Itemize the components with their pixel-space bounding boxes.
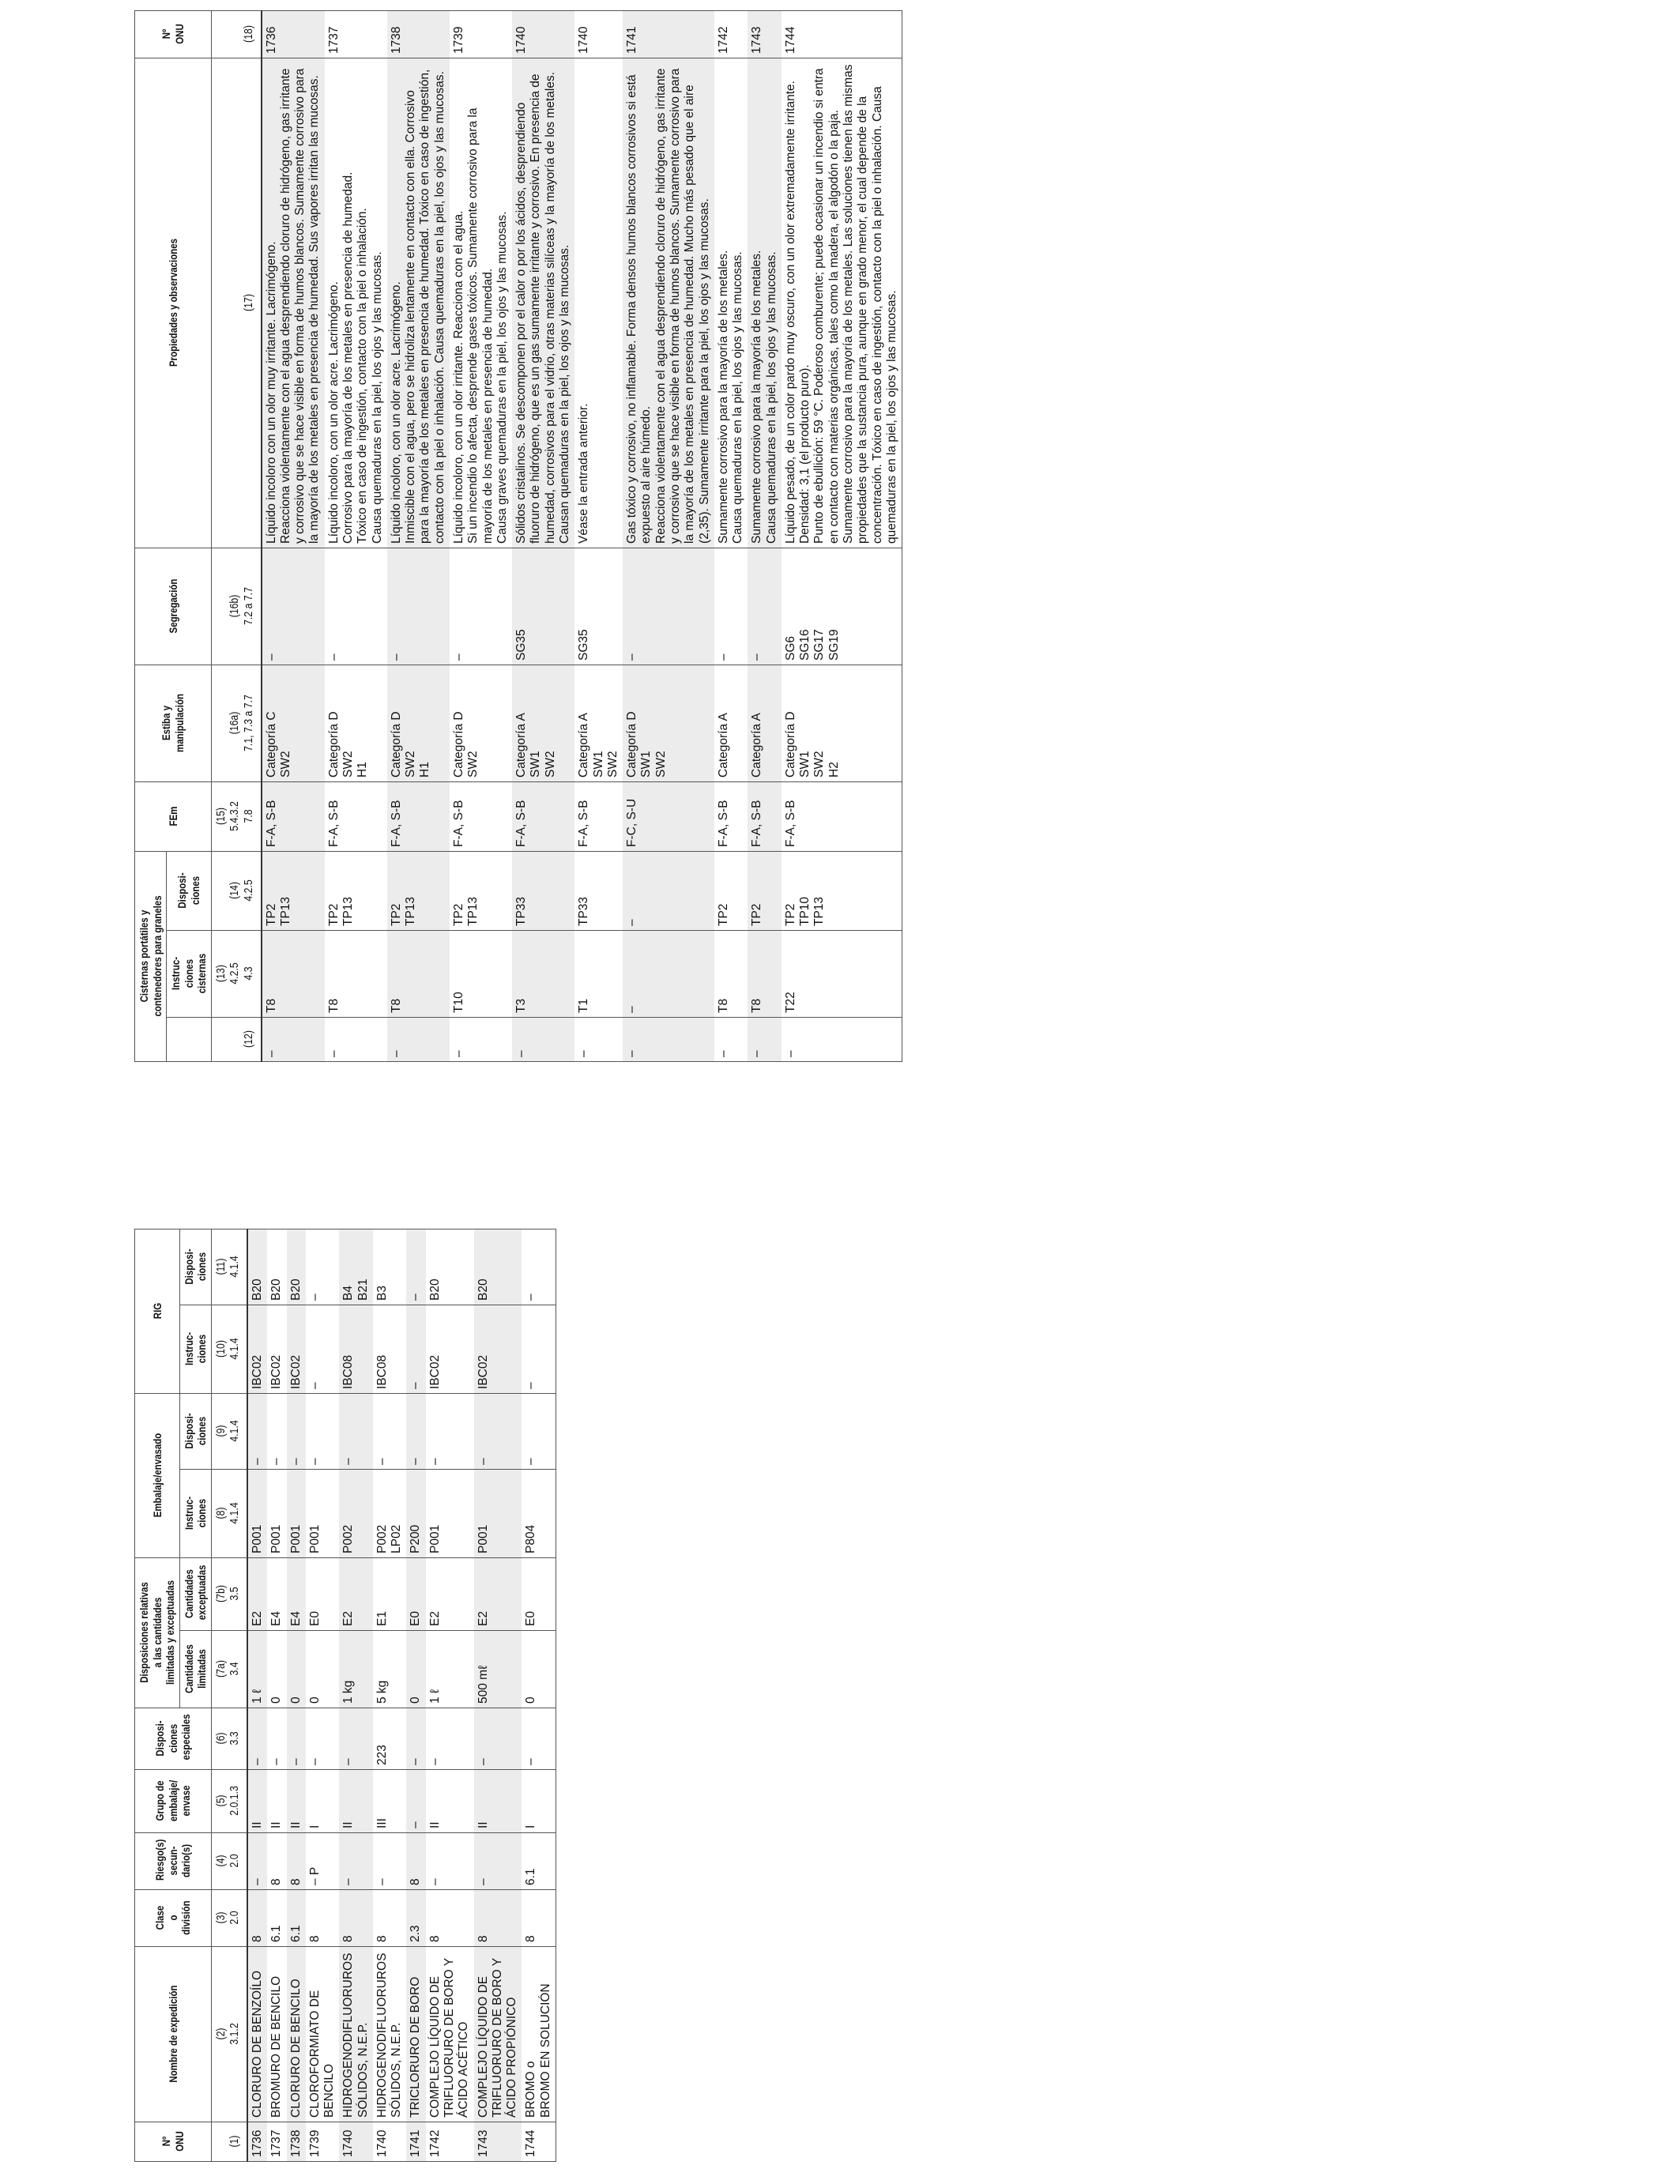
packing-provision: –	[306, 1393, 340, 1469]
packing-group: –	[406, 1770, 425, 1833]
excepted-quantity: E0	[306, 1557, 340, 1630]
class: 8	[339, 1890, 373, 1947]
header-properties: Propiedades y observaciones	[135, 102, 212, 503]
class: 8	[306, 1890, 340, 1947]
column-ref: (11) 4.1.4	[211, 1236, 247, 1298]
ibc-instruction: IBC02	[426, 1305, 474, 1393]
table-row	[262, 10, 325, 1061]
stowage: Categoría D SW2 H1	[387, 665, 450, 781]
column-ref: (17)	[211, 102, 262, 503]
tank-provision: TP2 TP13	[262, 851, 325, 930]
header-segregation: Segregación	[135, 559, 212, 654]
class: 6.1	[287, 1890, 306, 1947]
spacer-cell	[406, 1094, 425, 1229]
tank-instruction: T8	[325, 931, 387, 1018]
segregation: –	[450, 548, 512, 665]
ems: F-A, S-B	[450, 781, 512, 851]
un-number: 1741	[406, 2122, 425, 2162]
ems: F-A, S-B	[748, 781, 782, 851]
shipping-name: BROMO o BROMO EN SOLUCIÓN	[522, 1947, 556, 2122]
shipping-name: TRICLORURO DE BORO	[406, 1947, 425, 2122]
ems: F-A, S-B	[714, 781, 748, 851]
column-ref: (15) 5.4.3.2 7.8	[211, 788, 262, 845]
dangerous-goods-table-left	[134, 1095, 556, 2162]
ems: F-A, S-B	[512, 781, 574, 851]
class: 8	[474, 1890, 522, 1947]
header-limited: Cantidades limitadas	[179, 1637, 211, 1700]
header-pack-instr: Instruc- ciones	[179, 1478, 211, 1550]
limited-quantity: 1 kg	[339, 1631, 373, 1708]
packing-instruction: P804	[522, 1469, 556, 1557]
table-row	[247, 1094, 267, 2161]
header-ibc-instr: Instruc- ciones	[179, 1313, 211, 1386]
packing-provision: –	[522, 1393, 556, 1469]
table-row	[782, 10, 902, 1061]
table-row	[287, 1094, 306, 2161]
secondary-risk: –	[339, 1833, 373, 1890]
special-provisions: –	[306, 1708, 340, 1770]
limited-quantity: 1 ℓ	[426, 1631, 474, 1708]
secondary-risk: – P	[306, 1833, 340, 1890]
class: 8	[373, 1890, 407, 1947]
column-12: –	[325, 1018, 387, 1062]
tank-provision: TP2	[748, 851, 782, 930]
tank-provision: TP33	[574, 851, 623, 930]
shipping-name: CLORURO DE BENCILO	[287, 1947, 306, 2122]
column-12: –	[782, 1018, 902, 1062]
un-number: 1742	[714, 10, 748, 58]
spacer-cell	[267, 1094, 286, 1229]
un-number: 1740	[574, 10, 623, 58]
stowage: Categoría A SW1 SW2	[574, 665, 623, 781]
spacer-cell	[339, 1094, 373, 1229]
segregation: –	[262, 548, 325, 665]
column-12: –	[450, 1018, 512, 1062]
header-special: Disposi- ciones especiales	[135, 1714, 212, 1764]
ibc-instruction: –	[406, 1305, 425, 1393]
packing-provision: –	[373, 1393, 407, 1469]
tank-instruction: T8	[748, 931, 782, 1018]
special-provisions: –	[426, 1708, 474, 1770]
limited-quantity: 0	[306, 1631, 340, 1708]
tank-instruction: T8	[387, 931, 450, 1018]
ibc-provision: B3	[373, 1229, 407, 1305]
class: 8	[426, 1890, 474, 1947]
column-ref: (2) 3.1.2	[211, 1962, 247, 2106]
header-excepted: Cantidades exceptuadas	[179, 1565, 211, 1624]
shipping-name: HIDROGENODIFLUORUROS SÓLIDOS, N.E.P.	[339, 1947, 373, 2122]
shipping-name: COMPLEJO LÍQUIDO DE TRIFLUORURO DE BORO Y ÁCIDO PROPIÓNICO	[474, 1947, 522, 2122]
properties: Gas tóxico y corrosivo, no inflamable. Forma densos humos blancos corrosivos si está expuesto al aire húmedo. Reacciona violentamente con el agua desprendiendo cloruro de hidrógeno, gas irritante y corrosivo que se hace visible en forma de humos blancos. Sumamente corrosivo para la mayoría de los metales en presencia de humedad. Mucho más pesado que el aire (2,35). Sumamente irritante para la piel, los ojos y las mucosas.	[623, 58, 714, 548]
shipping-name: HIDROGENODIFLUORUROS SÓLIDOS, N.E.P.	[373, 1947, 407, 2122]
un-number: 1739	[306, 2122, 340, 2162]
table-row	[522, 1094, 556, 2161]
special-provisions: –	[522, 1708, 556, 1770]
un-number: 1740	[339, 2122, 373, 2162]
packing-group: II	[474, 1770, 522, 1833]
column-ref: (7a) 3.4	[211, 1637, 247, 1700]
special-provisions: 223	[373, 1708, 407, 1770]
secondary-risk: –	[247, 1833, 267, 1890]
un-number: 1740	[512, 10, 574, 58]
spacer-cell	[247, 1094, 267, 1229]
excepted-quantity: E0	[522, 1557, 556, 1630]
packing-provision: –	[339, 1393, 373, 1469]
tank-provision: TP2 TP13	[387, 851, 450, 930]
column-12: –	[623, 1018, 714, 1062]
column-ref: (5) 2.0.1.3	[211, 1775, 247, 1828]
column-ref: (9) 4.1.4	[211, 1400, 247, 1463]
secondary-risk: –	[474, 1833, 522, 1890]
column-12: –	[748, 1018, 782, 1062]
class: 6.1	[267, 1890, 286, 1947]
table-row	[339, 1094, 373, 2161]
excepted-quantity: E4	[267, 1557, 286, 1630]
un-number: 1743	[474, 2122, 522, 2162]
special-provisions: –	[406, 1708, 425, 1770]
spacer-cell	[522, 1094, 556, 1229]
shipping-name: BROMURO DE BENCILO	[267, 1947, 286, 2122]
excepted-quantity: E2	[474, 1557, 522, 1630]
excepted-quantity: E4	[287, 1557, 306, 1630]
ems: F-A, S-B	[782, 781, 902, 851]
table-row	[306, 1094, 340, 2161]
table-row	[512, 10, 574, 1061]
special-provisions: –	[287, 1708, 306, 1770]
segregation: –	[387, 548, 450, 665]
ibc-instruction: IBC02	[247, 1305, 267, 1393]
packing-group: I	[522, 1770, 556, 1833]
packing-instruction: P002	[339, 1469, 373, 1557]
limited-quantity: 0	[522, 1631, 556, 1708]
stowage: Categoría A SW1 SW2	[512, 665, 574, 781]
special-provisions: –	[339, 1708, 373, 1770]
properties: Líquido incoloro con un olor muy irritante. Lacrimógeno. Reacciona violentamente con el agua desprendiendo cloruro de hidrógeno, gas irritante y corrosivo que se hace visible en forma de humos blancos. Sumamente corrosivo para la mayoría de los metales en presencia de humedad. Sus vapores irritan las mucosas.	[262, 58, 325, 548]
packing-instruction: P001	[306, 1469, 340, 1557]
packing-group: II	[287, 1770, 306, 1833]
class: 8	[522, 1890, 556, 1947]
packing-group: I	[306, 1770, 340, 1833]
stowage: Categoría C SW2	[262, 665, 325, 781]
column-ref: (16b) 7.2 a 7.7	[211, 559, 262, 654]
special-provisions: –	[267, 1708, 286, 1770]
special-provisions: –	[474, 1708, 522, 1770]
column-12: –	[512, 1018, 574, 1062]
segregation: SG6 SG16 SG17 SG19	[782, 548, 902, 665]
spacer-cell	[287, 1094, 306, 1229]
table-row	[373, 1094, 407, 2161]
column-12: –	[387, 1018, 450, 1062]
packing-provision: –	[406, 1393, 425, 1469]
table-row	[474, 1094, 522, 2161]
table-left	[134, 1094, 556, 2162]
excepted-quantity: E0	[406, 1557, 425, 1630]
segregation: SG35	[512, 548, 574, 665]
column-ref: (1)	[211, 2126, 247, 2158]
properties: Líquido pesado, de un color pardo muy oscuro, con un olor extremadamente irritante. Densidad: 3,1 (el producto puro). Punto de ebullición: 59 °C. Poderoso comburente; puede ocasionar un incendio si entra en contacto con materias orgánicas, tales como la madera, el algodón o la paja. Sumamente corrosivo para la mayoría de los metales. Las soluciones tienen las mismas propiedades que la sustancia pura, aunque en grado menor, el cual depende de la concentración. Tóxico en caso de ingestión, contacto con la piel o inhalación. Causa quemaduras en la piel, los ojos y las mucosas.	[782, 58, 902, 548]
un-number: 1736	[262, 10, 325, 58]
ibc-provision: –	[522, 1229, 556, 1305]
tank-instruction: T8	[714, 931, 748, 1018]
limited-quantity: 1 ℓ	[247, 1631, 267, 1708]
header-risk: Riesgo(s) secun- dario(s)	[135, 1838, 212, 1885]
ibc-provision: –	[406, 1229, 425, 1305]
excepted-quantity: E2	[339, 1557, 373, 1630]
header-tanks-group: Cisternas portátiles y contenedores para graneles	[135, 870, 167, 1042]
limited-quantity: 500 mℓ	[474, 1631, 522, 1708]
column-ref: (13) 4.2.5 4.3	[211, 938, 262, 1009]
header-ibc-group: RIG	[135, 1244, 180, 1379]
spacer-cell	[373, 1094, 407, 1229]
header-un: Nº ONU	[135, 2126, 212, 2158]
column-12: –	[714, 1018, 748, 1062]
column-ref: (18)	[211, 15, 262, 54]
shipping-name: CLORURO DE BENZOÍLO	[247, 1947, 267, 2122]
stowage: Categoría D SW2 H1	[325, 665, 387, 781]
properties: Líquido incoloro, con un olor acre. Lacrimógeno. Corrosivo para la mayoría de los metales en presencia de humedad. Tóxico en caso de ingestión, contacto con la piel o inhalación. Causa quemaduras en la piel, los ojos y las mucosas.	[325, 58, 387, 548]
table-row	[267, 1094, 286, 2161]
packing-group: III	[373, 1770, 407, 1833]
header-group: Grupo de embalaje/ envase	[135, 1775, 212, 1828]
header-name: Nombre de expedición	[135, 1962, 212, 2106]
ibc-instruction: IBC02	[474, 1305, 522, 1393]
header-pack-prov: Disposi- ciones	[179, 1400, 211, 1463]
header-stowage: Estiba y manipulación	[135, 676, 212, 771]
segregation: SG35	[574, 548, 623, 665]
un-number: 1738	[387, 10, 450, 58]
tank-instruction: T1	[574, 931, 623, 1018]
spacer-cell	[426, 1094, 474, 1229]
packing-provision: –	[247, 1393, 267, 1469]
secondary-risk: 6.1	[522, 1833, 556, 1890]
table-row	[387, 10, 450, 1061]
un-number: 1739	[450, 10, 512, 58]
shipping-name: COMPLEJO LÍQUIDO DE TRIFLUORURO DE BORO Y ÁCIDO ACÉTICO	[426, 1947, 474, 2122]
table-row	[714, 10, 748, 1061]
packing-instruction: P002 LP02	[373, 1469, 407, 1557]
tank-provision: TP2 TP13	[325, 851, 387, 930]
un-number: 1740	[373, 2122, 407, 2162]
secondary-risk: –	[373, 1833, 407, 1890]
column-12: –	[262, 1018, 325, 1062]
packing-instruction: P001	[287, 1469, 306, 1557]
column-12: –	[574, 1018, 623, 1062]
properties: Sólidos cristalinos. Se descomponen por el calor o por los ácidos, desprendiendo fluoruro de hidrógeno, que es un gas sumamente irritante y corrosivo. En presencia de humedad, corrosivos para el vidrio, otras materias silíceas y la mayoría de los metales. Causan quemaduras en la piel, los ojos y las mucosas.	[512, 58, 574, 548]
table-row	[623, 10, 714, 1061]
ibc-instruction: IBC08	[339, 1305, 373, 1393]
stowage: Categoría A	[714, 665, 748, 781]
properties: Véase la entrada anterior.	[574, 58, 623, 548]
packing-group: II	[247, 1770, 267, 1833]
shipping-name: CLOROFORMIATO DE BENCILO	[306, 1947, 340, 2122]
column-ref: (7b) 3.5	[211, 1565, 247, 1624]
table-row	[574, 10, 623, 1061]
ibc-provision: B20	[267, 1229, 286, 1305]
ibc-provision: B20	[426, 1229, 474, 1305]
segregation: –	[748, 548, 782, 665]
properties: Sumamente corrosivo para la mayoría de los metales. Causa quemaduras en la piel, los ojos y las mucosas.	[748, 58, 782, 548]
secondary-risk: 8	[267, 1833, 286, 1890]
ibc-instruction: –	[522, 1305, 556, 1393]
header-pack-group: Embalaje/envasado	[135, 1408, 180, 1543]
un-number: 1737	[325, 10, 387, 58]
ibc-provision: B20	[474, 1229, 522, 1305]
packing-instruction: P001	[474, 1469, 522, 1557]
limited-quantity: 5 kg	[373, 1631, 407, 1708]
column-ref: (6) 3.3	[211, 1714, 247, 1764]
spacer-cell	[135, 1107, 247, 1217]
ibc-instruction: –	[306, 1305, 340, 1393]
un-number: 1742	[426, 2122, 474, 2162]
secondary-risk: 8	[287, 1833, 306, 1890]
column-ref: (12)	[211, 1022, 262, 1058]
excepted-quantity: E1	[373, 1557, 407, 1630]
spacer-cell	[474, 1094, 522, 1229]
tank-instruction: –	[623, 931, 714, 1018]
stowage: Categoría D SW1 SW2 H2	[782, 665, 902, 781]
packing-instruction: P001	[426, 1469, 474, 1557]
header-tank-prov: Disposi- ciones	[167, 858, 212, 923]
column-ref: (8) 4.1.4	[211, 1478, 247, 1550]
packing-group: II	[339, 1770, 373, 1833]
tank-provision: TP2 TP13	[450, 851, 512, 930]
packing-provision: –	[267, 1393, 286, 1469]
ems: F-A, S-B	[325, 781, 387, 851]
tank-instruction: T22	[782, 931, 902, 1018]
ibc-instruction: IBC08	[373, 1305, 407, 1393]
tank-instruction: T8	[262, 931, 325, 1018]
table-row	[406, 1094, 425, 2161]
packing-provision: –	[426, 1393, 474, 1469]
limited-quantity: 0	[287, 1631, 306, 1708]
header-ibc-prov: Disposi- ciones	[179, 1236, 211, 1298]
packing-group: II	[426, 1770, 474, 1833]
segregation: –	[623, 548, 714, 665]
column-ref: (16a) 7.1, 7.3 a 7.7	[211, 676, 262, 771]
stowage: Categoría D SW1 SW2	[623, 665, 714, 781]
ibc-provision: B4 B21	[339, 1229, 373, 1305]
special-provisions: –	[247, 1708, 267, 1770]
limited-quantity: 0	[267, 1631, 286, 1708]
header-class: Clase o división	[135, 1895, 212, 1941]
un-number: 1744	[522, 2122, 556, 2162]
header-ems: FEm	[135, 788, 212, 845]
un-number: 1738	[287, 2122, 306, 2162]
dangerous-goods-table-right	[134, 11, 902, 1062]
table-right	[134, 10, 902, 1062]
excepted-quantity: E2	[426, 1557, 474, 1630]
spacer-cell	[306, 1094, 340, 1229]
un-number: 1744	[782, 10, 902, 58]
un-number: 1737	[267, 2122, 286, 2162]
properties: Líquido incoloro, con un olor acre. Lacrimógeno. Inmiscible con el agua, pero se hidroliza lentamente en contacto con ella. Corrosivo para la mayoría de los metales en presencia de humedad. Tóxico en caso de ingestión, contacto con la piel o inhalación. Causa quemaduras en la piel, los ojos y las mucosas.	[387, 58, 450, 548]
column-ref: (4) 2.0	[211, 1838, 247, 1885]
ems: F-A, S-B	[387, 781, 450, 851]
tank-instruction: T3	[512, 931, 574, 1018]
excepted-quantity: E2	[247, 1557, 267, 1630]
segregation: –	[325, 548, 387, 665]
table-row	[426, 1094, 474, 2161]
packing-provision: –	[287, 1393, 306, 1469]
properties: Sumamente corrosivo para la mayoría de los metales. Causa quemaduras en la piel, los ojos y las mucosas.	[714, 58, 748, 548]
header-tank-instr: Instruc- ciones cisternas	[167, 938, 212, 1009]
un-number: 1736	[247, 2122, 267, 2162]
ibc-instruction: IBC02	[267, 1305, 286, 1393]
stowage: Categoría A	[748, 665, 782, 781]
table-row	[450, 10, 512, 1061]
table-row	[748, 10, 782, 1061]
table-row	[325, 10, 387, 1061]
un-number: 1741	[623, 10, 714, 58]
packing-instruction: P001	[247, 1469, 267, 1557]
properties: Líquido incoloro, con un olor irritante. Reacciona con el agua. Si un incendio lo afecta, desprende gases tóxicos. Sumamente corrosivo para la mayoría de los metales en presencia de humedad. Causa graves quemaduras en la piel, los ojos y las mucosas.	[450, 58, 512, 548]
ibc-provision: B20	[247, 1229, 267, 1305]
column-ref: (10) 4.1.4	[211, 1313, 247, 1386]
tank-provision: TP33	[512, 851, 574, 930]
tank-provision: TP2	[714, 851, 748, 930]
packing-provision: –	[474, 1393, 522, 1469]
tank-provision: –	[623, 851, 714, 930]
ems: F-A, S-B	[262, 781, 325, 851]
ems: F-C, S-U	[623, 781, 714, 851]
packing-instruction: P200	[406, 1469, 425, 1557]
tank-instruction: T10	[450, 931, 512, 1018]
ibc-provision: B20	[287, 1229, 306, 1305]
packing-group: II	[267, 1770, 286, 1833]
header-c12-empty	[167, 1022, 212, 1058]
header-qty-group: Disposiciones relativas a las cantidades limitadas y exceptuadas	[135, 1572, 180, 1695]
class: 2.3	[406, 1890, 425, 1947]
tank-provision: TP2 TP10 TP13	[782, 851, 902, 930]
ibc-instruction: IBC02	[287, 1305, 306, 1393]
segregation: –	[714, 548, 748, 665]
ibc-provision: –	[306, 1229, 340, 1305]
ems: F-A, S-B	[574, 781, 623, 851]
un-number: 1743	[748, 10, 782, 58]
column-ref: (3) 2.0	[211, 1895, 247, 1941]
limited-quantity: 0	[406, 1631, 425, 1708]
stowage: Categoría D SW2	[450, 665, 512, 781]
secondary-risk: –	[426, 1833, 474, 1890]
class: 8	[247, 1890, 267, 1947]
packing-instruction: P001	[267, 1469, 286, 1557]
column-ref: (14) 4.2.5	[211, 858, 262, 923]
secondary-risk: 8	[406, 1833, 425, 1890]
header-un-right: Nº ONU	[135, 15, 212, 54]
